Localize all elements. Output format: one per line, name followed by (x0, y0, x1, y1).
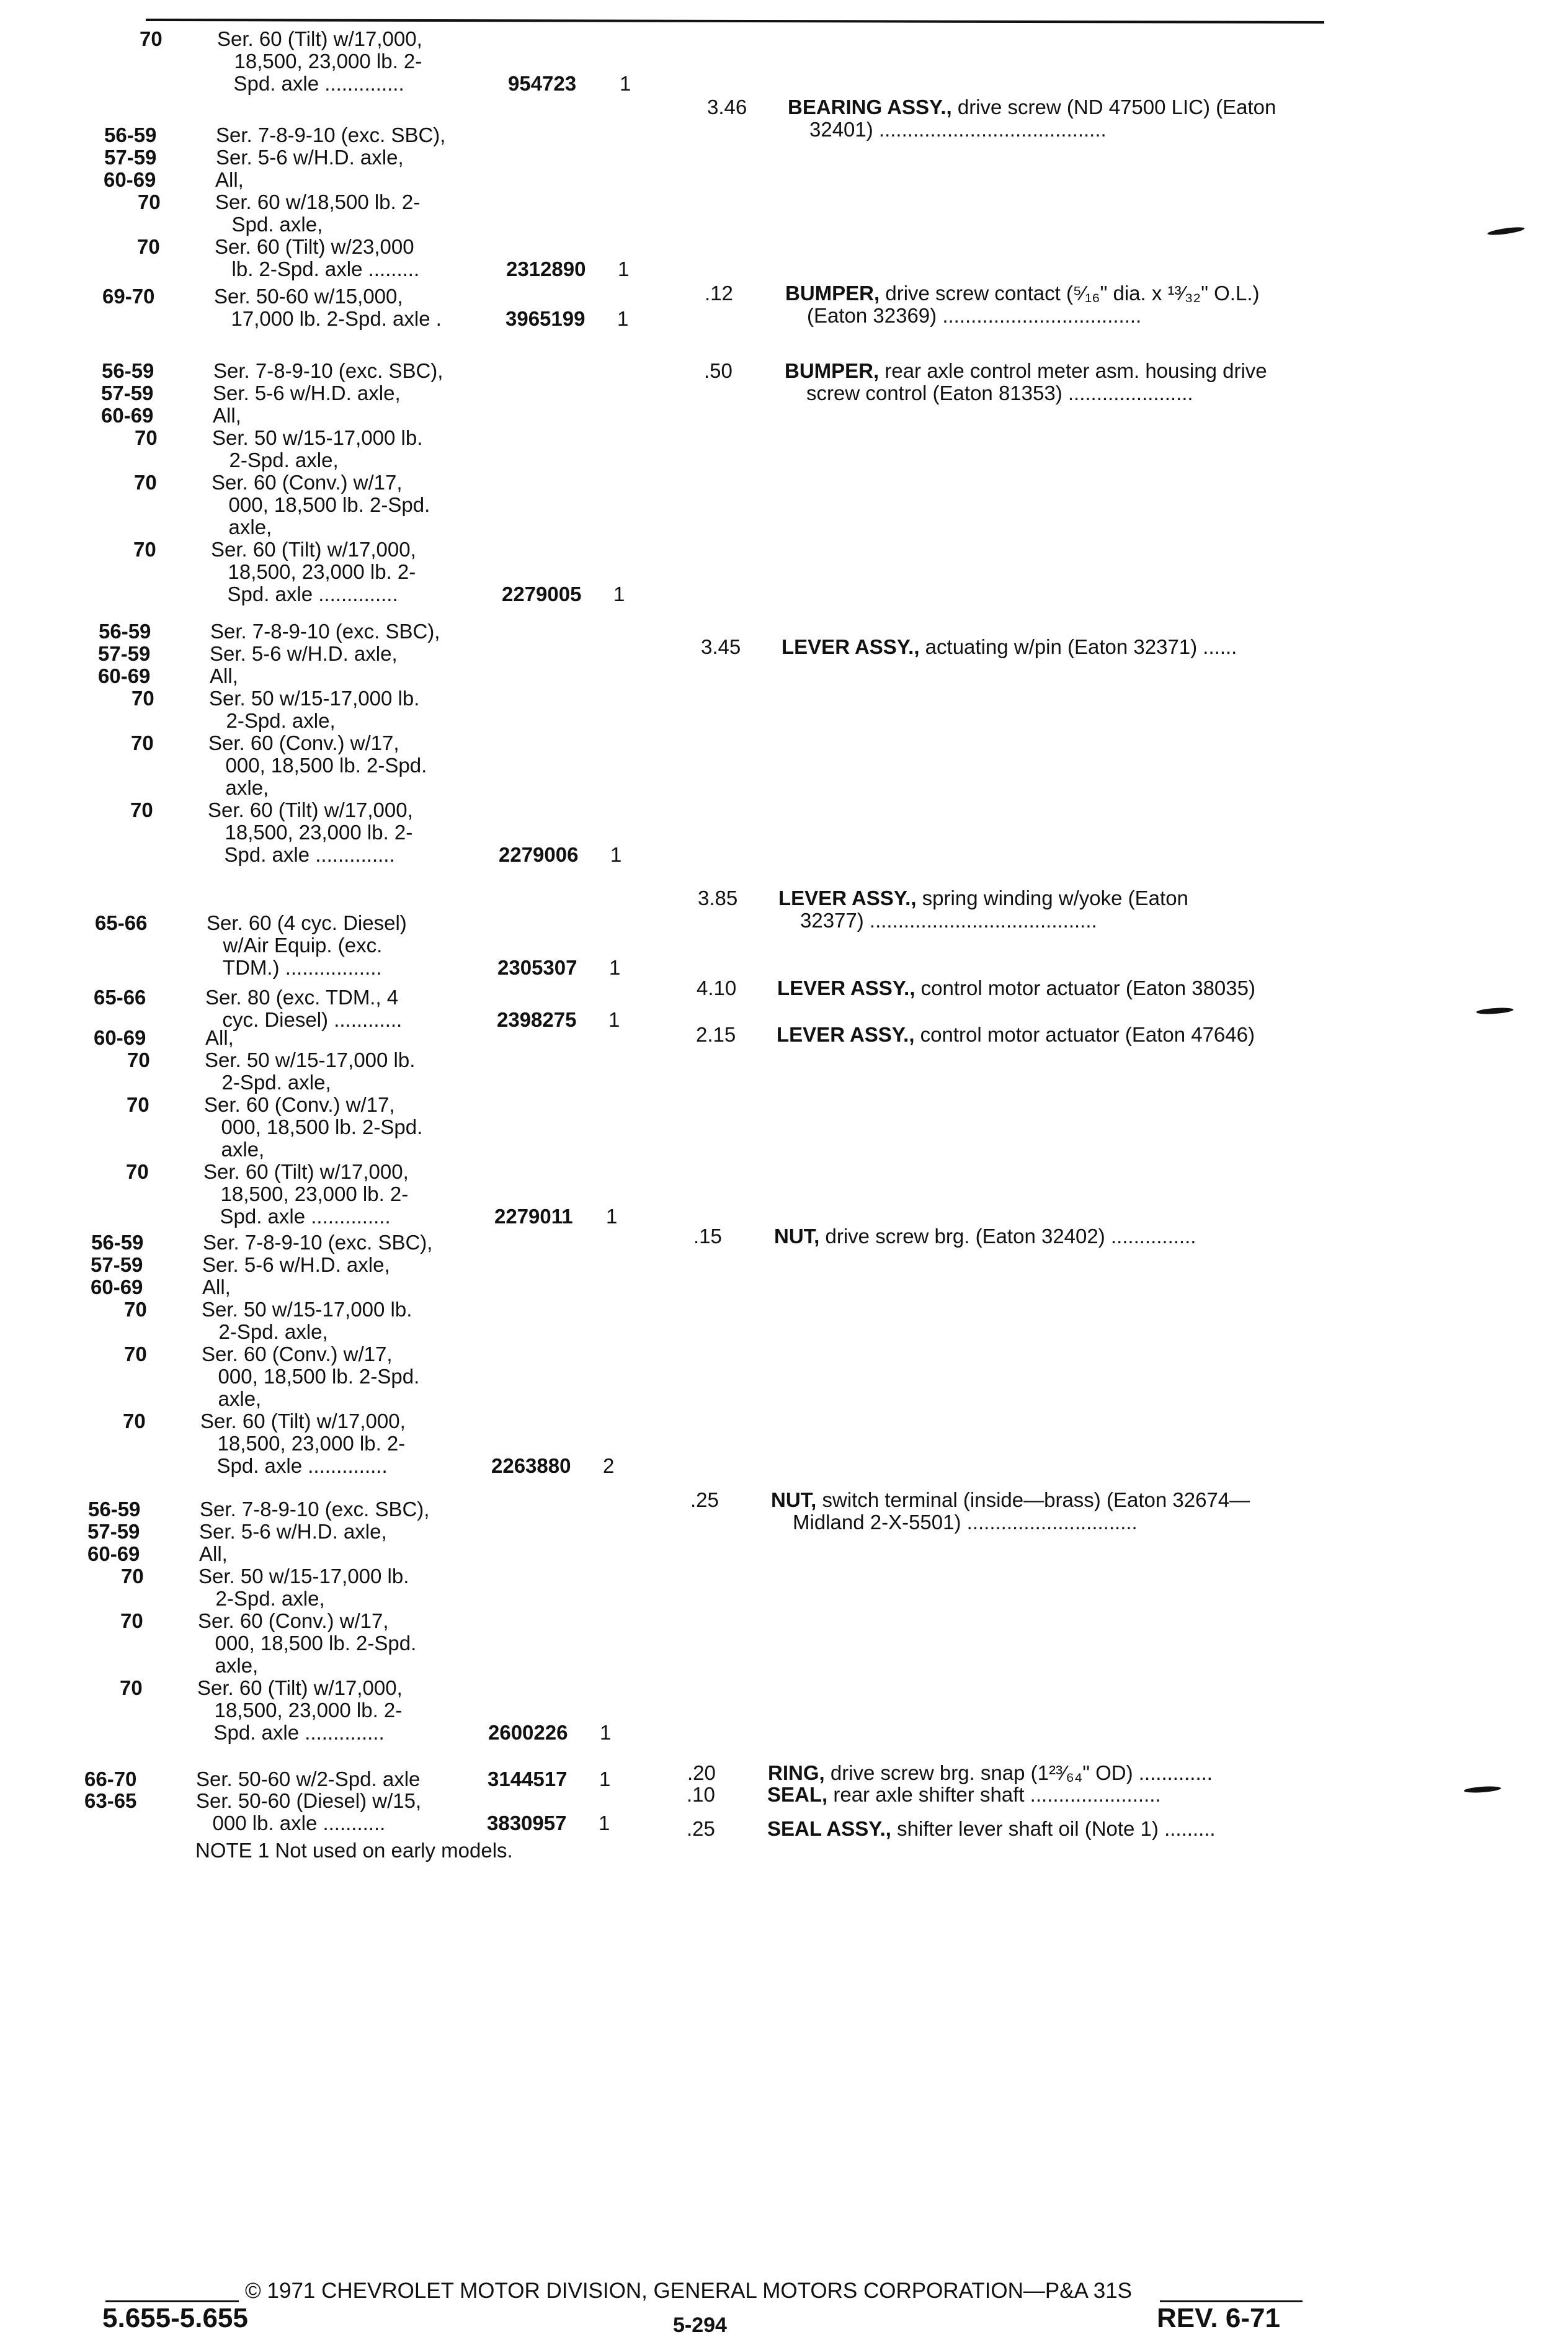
part-number: 2600226 (488, 1721, 568, 1744)
application-text: 18,500, 23,000 lb. 2- (211, 560, 416, 583)
quantity: 1 (620, 72, 631, 95)
application-text: Ser. 60 (Conv.) w/17, (212, 471, 403, 494)
price: .10 (687, 1783, 715, 1806)
year-range: 60-69 (87, 1542, 140, 1565)
application-text: Ser. 60 (Tilt) w/17,000, (217, 27, 422, 50)
year-range: 60-69 (94, 1026, 146, 1049)
part-description (785, 282, 1259, 305)
application-text: All, (202, 1276, 231, 1298)
application-text: 000, 18,500 lb. 2-Spd. (208, 754, 427, 777)
part-detail: control motor actuator (Eaton 38035) (915, 976, 1255, 999)
part-detail: switch terminal (inside—brass) (Eaton 32674— (816, 1488, 1250, 1511)
application-text: Ser. 60 (Tilt) w/17,000, (211, 538, 416, 561)
year-range: 56-59 (99, 620, 151, 643)
part-detail-continued: screw control (Eaton 81353) ...................... (806, 382, 1193, 404)
price: 2.15 (696, 1023, 736, 1046)
part-description (777, 1024, 1255, 1046)
page-number: 5-294 (673, 2313, 727, 2337)
copyright-line: © 1971 CHEVROLET MOTOR DIVISION, GENERAL MOTORS CORPORATION—P&A 31S (245, 2279, 1133, 2303)
part-name: RING, (768, 1761, 825, 1784)
part-name: LEVER ASSY., (777, 1023, 915, 1046)
part-detail: control motor actuator (Eaton 47646) (914, 1023, 1255, 1046)
part-number: 3830957 (487, 1812, 567, 1834)
application-text: Ser. 50 w/15-17,000 lb. (198, 1565, 409, 1588)
year-range: 57-59 (101, 382, 154, 404)
year-range: 70 (130, 798, 153, 821)
quantity: 1 (610, 843, 622, 866)
year-range: 56-59 (88, 1498, 141, 1521)
price: 4.10 (697, 976, 737, 999)
scan-mark (1487, 226, 1525, 236)
application-text: 18,500, 23,000 lb. 2- (200, 1432, 406, 1455)
part-detail: drive screw contact (⁵⁄₁₆" dia. x ¹³⁄₃₂" O.L.) (880, 282, 1260, 305)
part-name: LEVER ASSY., (778, 887, 917, 909)
application-text: Ser. 60 w/18,500 lb. 2- (215, 190, 421, 213)
application-text: Ser. 7-8-9-10 (exc. SBC), (203, 1231, 433, 1254)
quantity: 1 (609, 956, 621, 979)
application-text: axle, (204, 1138, 265, 1161)
year-range: 65-66 (94, 986, 146, 1009)
part-number: 2312890 (506, 257, 586, 280)
quantity: 1 (617, 307, 629, 330)
year-range: 70 (120, 1676, 143, 1699)
application-text: 000, 18,500 lb. 2-Spd. (198, 1632, 417, 1655)
part-detail: drive screw (ND 47500 LIC) (Eaton (951, 96, 1276, 118)
year-range: 60-69 (104, 168, 156, 191)
part-description (788, 96, 1276, 118)
year-range: 70 (137, 235, 160, 258)
application-text: Ser. 5-6 w/H.D. axle, (199, 1520, 387, 1543)
year-range: 70 (131, 687, 154, 710)
application-text: Spd. axle .............. (203, 1205, 391, 1228)
application-text: 18,500, 23,000 lb. 2- (217, 50, 422, 73)
part-detail: rear axle shifter shaft ....................... (827, 1783, 1161, 1806)
price: .15 (693, 1225, 722, 1248)
quantity: 1 (599, 1767, 611, 1790)
part-number: 3144517 (488, 1767, 568, 1790)
year-range: 60-69 (98, 664, 151, 687)
group-number: 5.655-5.655 (102, 2303, 248, 2333)
application-text: 18,500, 23,000 lb. 2- (197, 1699, 403, 1722)
part-detail-continued: 32401) ........................................ (809, 118, 1107, 141)
application-text: 000, 18,500 lb. 2-Spd. (201, 1365, 420, 1388)
price: .25 (690, 1488, 719, 1511)
application-text: Spd. axle .............. (207, 843, 395, 866)
quantity: 1 (608, 1008, 620, 1031)
year-range: 70 (124, 1298, 147, 1321)
part-description (785, 360, 1267, 382)
part-number: 2279005 (502, 583, 582, 605)
part-name: BEARING ASSY., (788, 96, 952, 118)
part-detail: drive screw brg. snap (1²³⁄₆₄" OD) ............. (824, 1761, 1213, 1784)
footer-rule-right (1160, 2300, 1303, 2302)
application-text: All, (199, 1542, 228, 1565)
application-text: Ser. 60 (Tilt) w/17,000, (208, 798, 413, 821)
application-text: 17,000 lb. 2-Spd. axle . (214, 307, 442, 330)
application-text: All, (215, 168, 244, 191)
year-range: 56-59 (91, 1231, 144, 1254)
year-range: 70 (123, 1410, 146, 1432)
application-text: 000, 18,500 lb. 2-Spd. (212, 493, 430, 516)
year-range: 70 (124, 1343, 147, 1365)
price: .20 (687, 1761, 716, 1784)
application-text: 000, 18,500 lb. 2-Spd. (204, 1115, 423, 1138)
year-range: 70 (126, 1160, 149, 1183)
application-text: Ser. 60 (Tilt) w/17,000, (200, 1410, 406, 1432)
year-range: 60-69 (101, 404, 154, 427)
application-text: Ser. 60 (Conv.) w/17, (202, 1343, 393, 1365)
part-number: 954723 (508, 72, 577, 95)
application-text: axle, (212, 516, 272, 538)
application-text: Ser. 60 (Conv.) w/17, (204, 1093, 395, 1116)
application-text: All, (213, 404, 241, 427)
price: 3.45 (701, 635, 741, 658)
application-text: Ser. 60 (Tilt) w/17,000, (203, 1160, 409, 1183)
application-text: TDM.) ................. (206, 956, 382, 979)
year-range: 66-70 (84, 1767, 137, 1790)
part-detail: drive screw brg. (Eaton 32402) ............... (819, 1225, 1196, 1248)
price: .12 (705, 282, 733, 305)
quantity: 1 (600, 1721, 612, 1744)
application-text: All, (205, 1026, 234, 1049)
application-text: 2-Spd. axle, (202, 1320, 328, 1343)
part-description (767, 1818, 1216, 1840)
part-name: NUT, (774, 1225, 820, 1248)
application-text: 2-Spd. axle, (209, 709, 336, 732)
application-text: Ser. 60 (Tilt) w/23,000 (215, 235, 414, 258)
price: .50 (704, 359, 733, 382)
year-range: 57-59 (87, 1520, 140, 1543)
application-text: Ser. 50 w/15-17,000 lb. (205, 1048, 416, 1071)
part-description (778, 887, 1188, 909)
application-text: axle, (208, 776, 269, 799)
price: 3.46 (707, 96, 747, 118)
part-name: SEAL ASSY., (767, 1817, 891, 1840)
application-text: 18,500, 23,000 lb. 2- (203, 1182, 409, 1205)
application-text: 2-Spd. axle, (205, 1071, 331, 1094)
quantity: 1 (599, 1812, 610, 1834)
part-name: BUMPER, (785, 359, 880, 382)
application-text: Spd. axle .............. (216, 72, 404, 95)
year-range: 60-69 (91, 1276, 143, 1298)
application-text: Spd. axle, (215, 213, 323, 236)
application-text: Ser. 5-6 w/H.D. axle, (210, 642, 398, 665)
revision: REV. 6-71 (1157, 2303, 1280, 2333)
application-text: Spd. axle .............. (210, 583, 398, 605)
year-range: 70 (138, 190, 161, 213)
year-range: 69-70 (102, 285, 155, 308)
part-name: SEAL, (767, 1783, 828, 1806)
quantity: 2 (603, 1454, 615, 1477)
part-description (771, 1489, 1250, 1511)
part-name: NUT, (771, 1488, 817, 1511)
price: .25 (687, 1817, 715, 1840)
year-range: 70 (127, 1048, 150, 1071)
application-text: axle, (201, 1387, 262, 1410)
part-number: 2305307 (497, 956, 577, 979)
year-range: 57-59 (98, 642, 151, 665)
application-text: Ser. 50 w/15-17,000 lb. (209, 687, 420, 710)
year-range: 70 (120, 1609, 143, 1632)
part-number: 2263880 (491, 1454, 571, 1477)
application-text: Ser. 50 w/15-17,000 lb. (212, 426, 423, 449)
part-number: 2279006 (499, 843, 579, 866)
application-text: Spd. axle .............. (197, 1721, 385, 1744)
year-range: 63-65 (84, 1789, 137, 1812)
top-rule (146, 19, 1324, 24)
part-description (774, 1225, 1196, 1248)
part-detail-continued: Midland 2-X-5501) .............................. (793, 1511, 1138, 1534)
part-number: 2398275 (497, 1008, 577, 1031)
part-description (777, 977, 1255, 999)
part-name: BUMPER, (785, 282, 880, 305)
year-range: 70 (127, 1093, 149, 1116)
year-range: 56-59 (104, 123, 157, 146)
part-number: 2279011 (494, 1205, 573, 1228)
quantity: 1 (606, 1205, 618, 1228)
application-text: Ser. 50-60 w/15,000, (214, 285, 403, 308)
part-name: LEVER ASSY., (782, 635, 920, 658)
application-text: lb. 2-Spd. axle ......... (215, 257, 420, 280)
part-detail: rear axle control meter asm. housing drive (879, 359, 1267, 382)
application-text: Ser. 60 (Tilt) w/17,000, (197, 1676, 403, 1699)
part-detail: shifter lever shaft oil (Note 1) ......... (891, 1817, 1216, 1840)
quantity: 1 (618, 257, 630, 280)
part-description (768, 1762, 1213, 1784)
scan-mark (1464, 1785, 1501, 1794)
year-range: 70 (135, 426, 158, 449)
application-text: Ser. 7-8-9-10 (exc. SBC), (210, 620, 440, 643)
part-name: LEVER ASSY., (777, 976, 915, 999)
application-text: axle, (198, 1654, 259, 1677)
part-detail: spring winding w/yoke (Eaton (916, 887, 1188, 909)
application-text: Ser. 60 (Conv.) w/17, (208, 731, 399, 754)
year-range: 57-59 (91, 1253, 143, 1276)
application-text: w/Air Equip. (exc. (206, 934, 383, 957)
application-text: Ser. 50-60 w/2-Spd. axle (196, 1767, 421, 1790)
part-detail-continued: 32377) ........................................ (800, 909, 1097, 932)
application-text: Ser. 50-60 (Diesel) w/15, (196, 1789, 422, 1812)
price: 3.85 (698, 887, 738, 909)
application-text: Ser. 5-6 w/H.D. axle, (202, 1253, 390, 1276)
quantity: 1 (613, 583, 625, 605)
year-range: 57-59 (104, 146, 157, 169)
application-text: Ser. 5-6 w/H.D. axle, (216, 146, 404, 169)
year-range: 65-66 (95, 911, 148, 934)
part-detail: actuating w/pin (Eaton 32371) ...... (919, 635, 1237, 658)
application-text: Ser. 60 (Conv.) w/17, (198, 1609, 389, 1632)
application-text: All, (210, 664, 238, 687)
application-text: NOTE 1 Not used on early models. (195, 1839, 513, 1862)
part-number: 3965199 (506, 307, 586, 330)
application-text: Ser. 5-6 w/H.D. axle, (213, 382, 401, 404)
application-text: Ser. 7-8-9-10 (exc. SBC), (213, 359, 443, 382)
application-text: 2-Spd. axle, (212, 449, 339, 471)
application-text: Ser. 80 (exc. TDM., 4 (205, 986, 399, 1009)
application-text: Ser. 7-8-9-10 (exc. SBC), (216, 123, 446, 146)
application-text: 000 lb. axle ........... (195, 1812, 386, 1834)
application-text: 2-Spd. axle, (198, 1587, 325, 1610)
scan-mark (1476, 1007, 1513, 1015)
application-text: cyc. Diesel) ............ (205, 1008, 403, 1031)
footer-rule-left (105, 2300, 239, 2302)
application-text: Ser. 60 (4 cyc. Diesel) (207, 911, 407, 934)
year-range: 70 (140, 27, 163, 50)
application-text: Spd. axle .............. (200, 1454, 388, 1477)
year-range: 70 (133, 538, 156, 561)
application-text: Ser. 7-8-9-10 (exc. SBC), (200, 1498, 430, 1521)
year-range: 70 (134, 471, 157, 494)
year-range: 56-59 (102, 359, 154, 382)
year-range: 70 (121, 1565, 144, 1588)
part-detail-continued: (Eaton 32369) ................................... (807, 304, 1142, 327)
application-text: Ser. 50 w/15-17,000 lb. (202, 1298, 412, 1321)
part-description (767, 1784, 1161, 1806)
year-range: 70 (131, 731, 154, 754)
part-description (782, 636, 1237, 658)
application-text: 18,500, 23,000 lb. 2- (208, 821, 413, 844)
